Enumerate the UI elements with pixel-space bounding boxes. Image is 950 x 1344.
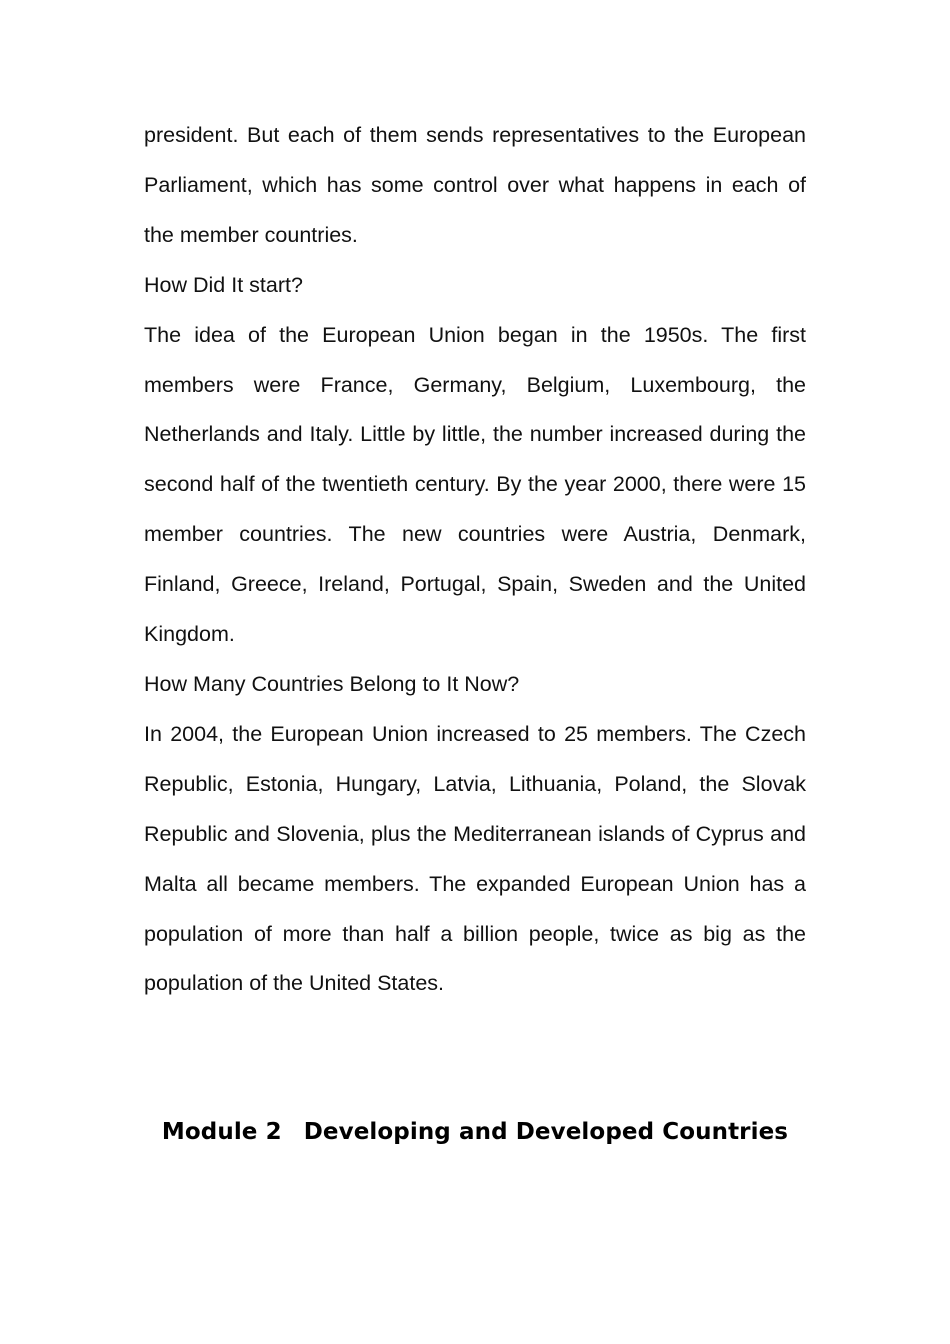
body-text — [144, 111, 806, 1009]
paragraph-continuation: president. But each of them sends representatives to the European Parliament, which has some control over what happens in each of the member countries. — [144, 123, 806, 247]
subheading-how-did-it-start: How Did It start? — [144, 272, 303, 297]
module-title: Developing and Developed Countries — [303, 1119, 789, 1145]
module-heading — [0, 1113, 950, 1151]
module-number: Module 2 — [161, 1119, 282, 1145]
paragraph-history: The idea of the European Union began in the 1950s. The first members were France, Germany, Belgium, Luxembourg, the Netherlands and Italy. Little by little, the number increased during the second half of the twentieth century. By the year 2000, there were 15 member countries. The new countries were Austria, Denmark, Finland, Greece, Ireland, Portugal, Spain, Sweden and the United Kingdom. — [144, 322, 806, 647]
paragraph-2004-expansion: In 2004, the European Union increased to 25 members. The Czech Republic, Estonia, Hungary, Latvia, Lithuania, Poland, the Slovak Republic and Slovenia, plus the Mediterranean islands of Cyprus and Malta all became members. The expanded European Union has a population of more than half a billion people, twice as big as the population of the United States. — [144, 721, 806, 996]
subheading-how-many-countries: How Many Countries Belong to It Now? — [144, 671, 520, 696]
